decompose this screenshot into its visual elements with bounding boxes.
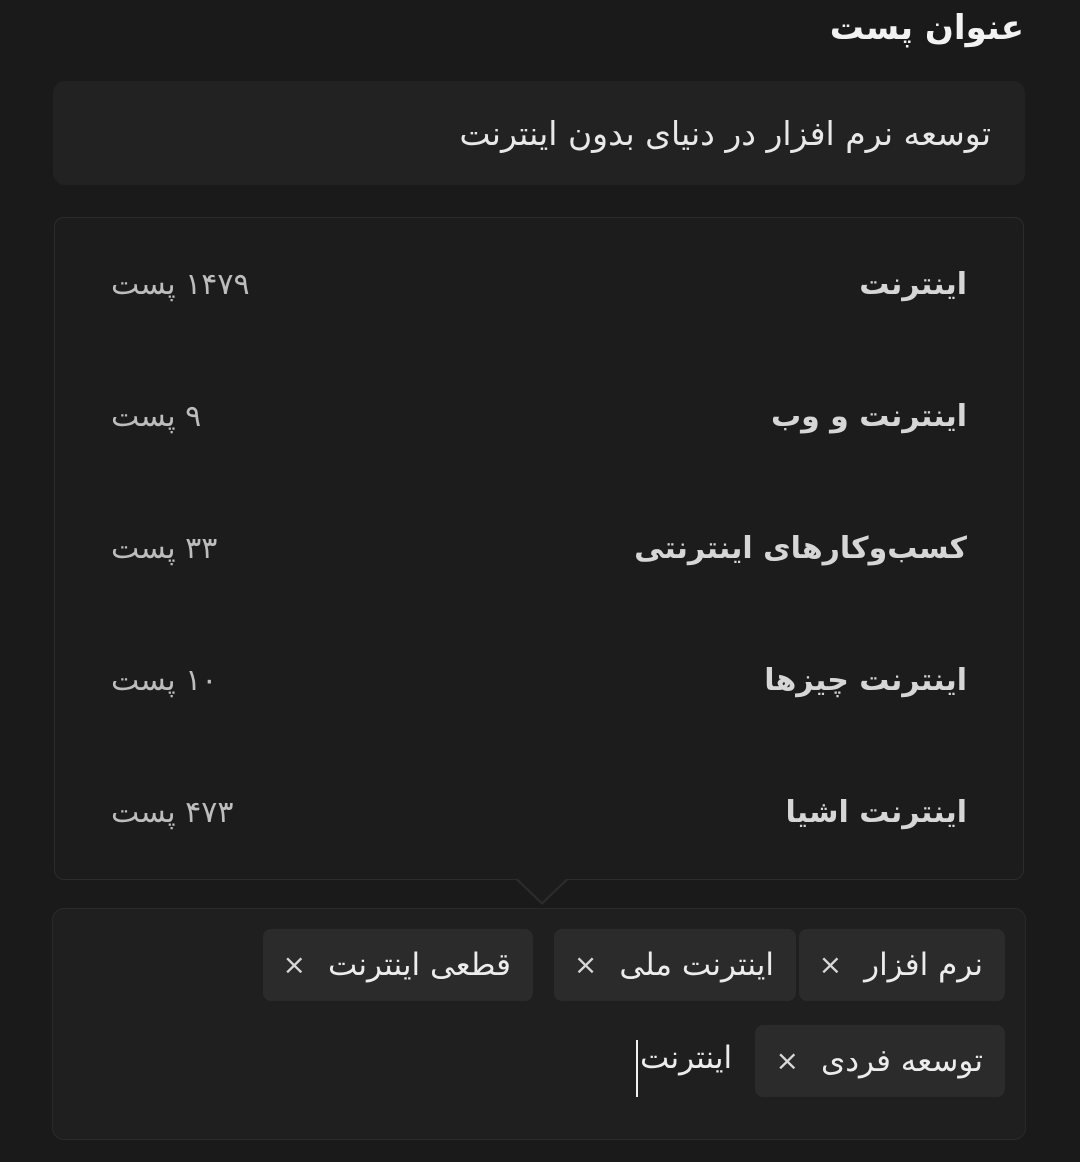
- close-icon[interactable]: ×: [573, 948, 598, 981]
- tag-chip-label: توسعه فردی: [820, 1043, 983, 1079]
- suggestion-name: اینترنت اشیا: [785, 794, 967, 830]
- suggestion-item[interactable]: [55, 482, 1023, 614]
- suggestion-item[interactable]: [55, 746, 1023, 878]
- suggestion-count: ۱۴۷۹ پست: [111, 266, 250, 302]
- suggestion-name: اینترنت: [859, 266, 967, 302]
- tag-chip: [799, 929, 1005, 1001]
- suggestion-name: اینترنت و وب: [770, 398, 967, 434]
- close-icon[interactable]: ×: [818, 948, 843, 981]
- tag-chip-label: قطعی اینترنت: [327, 947, 511, 983]
- suggestion-item[interactable]: [55, 218, 1023, 350]
- suggestion-count: ۹ پست: [111, 398, 202, 434]
- suggestion-item[interactable]: [55, 614, 1023, 746]
- tag-chip-label: اینترنت ملی: [619, 947, 774, 983]
- close-icon[interactable]: ×: [775, 1044, 799, 1077]
- tag-chip-label: نرم افزار: [864, 947, 983, 983]
- suggestion-count: ۱۰ پست: [111, 662, 218, 698]
- tag-chip: [554, 929, 796, 1001]
- post-title-value: توسعه نرم افزار در دنیای بدون اینترنت: [459, 113, 991, 153]
- post-title-input[interactable]: [53, 81, 1025, 185]
- suggestion-pointer: [517, 878, 567, 902]
- tag-input-field[interactable]: اینترنت: [640, 1040, 733, 1076]
- suggestion-name: کسب‌وکارهای اینترنتی: [634, 530, 967, 566]
- suggestion-item[interactable]: [55, 350, 1023, 482]
- close-icon[interactable]: ×: [282, 948, 306, 981]
- tag-chip: [263, 929, 534, 1001]
- suggestion-count: ۳۳ پست: [111, 530, 218, 566]
- suggestion-count: ۴۷۳ پست: [111, 794, 234, 830]
- suggestion-name: اینترنت چیزها: [764, 662, 967, 698]
- text-caret: [636, 1040, 638, 1097]
- tag-chip: [755, 1025, 1005, 1097]
- post-title-label: عنوان پست: [829, 8, 1024, 48]
- tag-suggestions-dropdown: [54, 217, 1024, 880]
